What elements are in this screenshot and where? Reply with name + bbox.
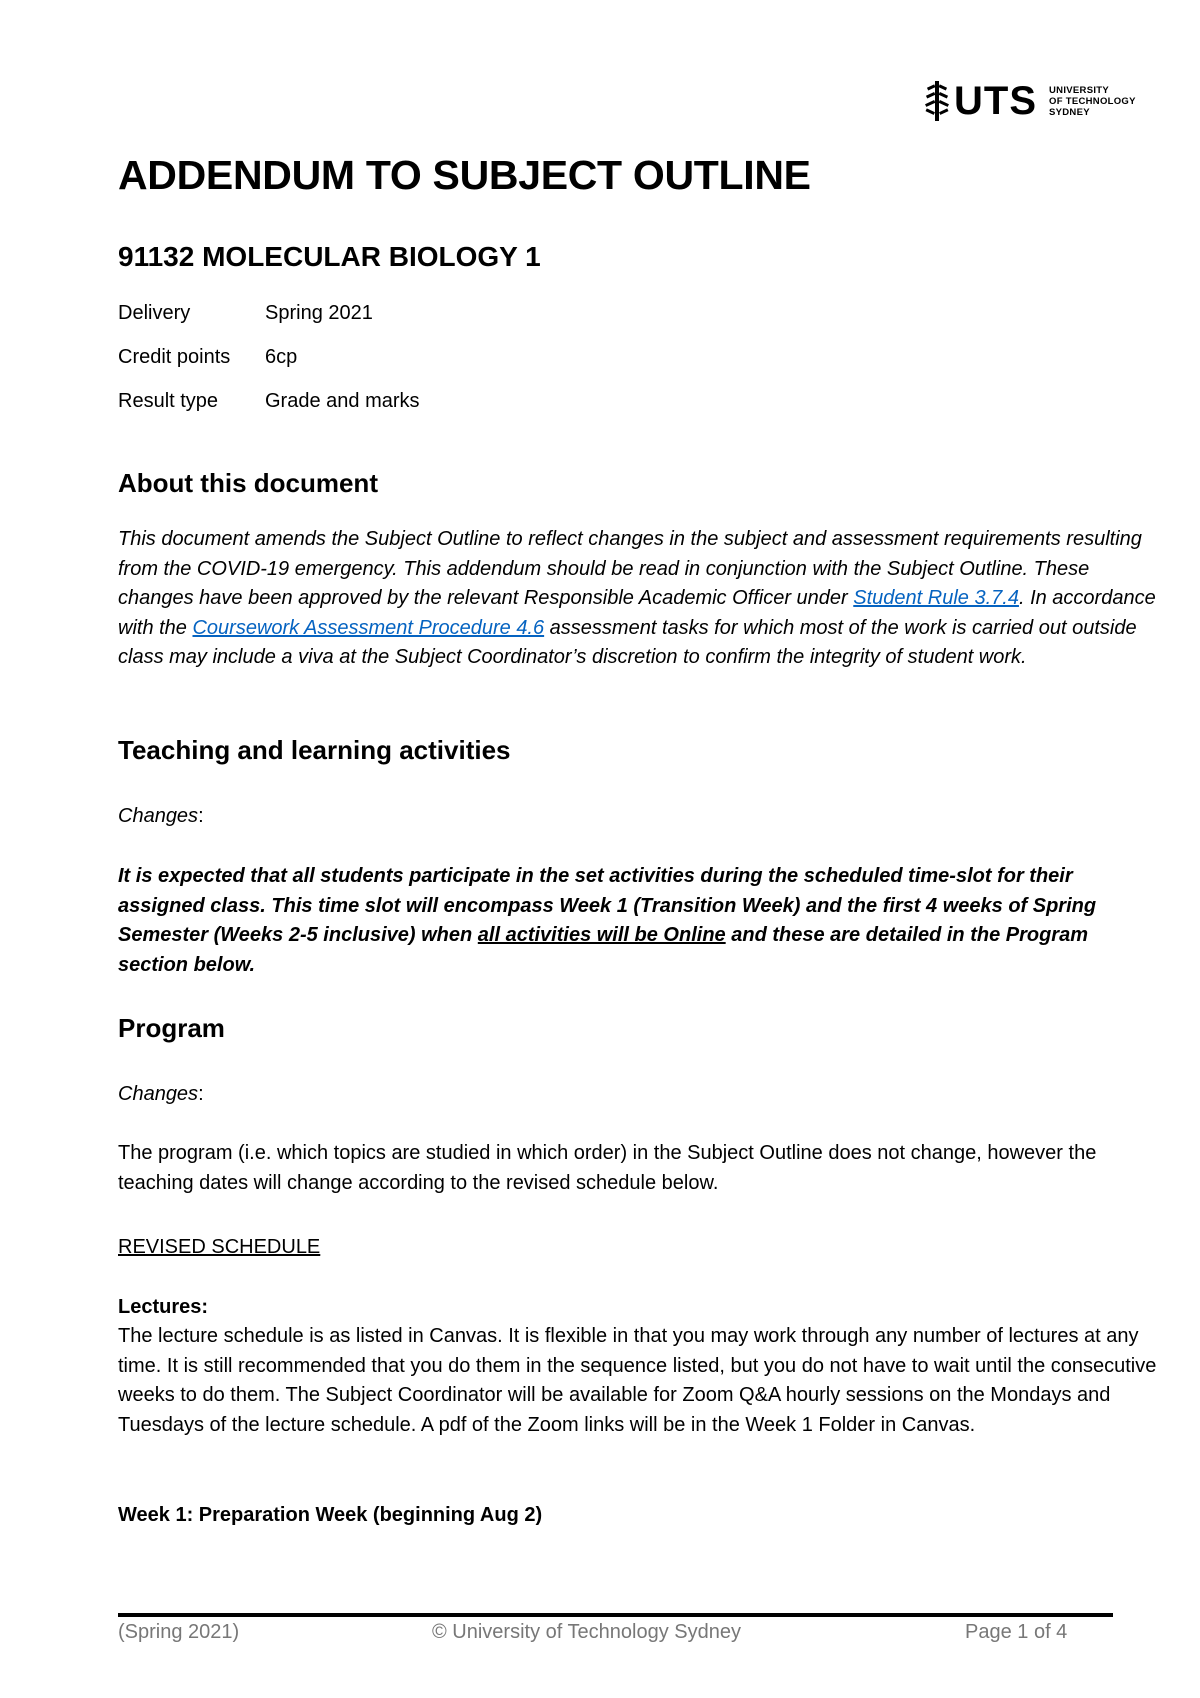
about-heading: About this document: [118, 468, 378, 498]
lectures-heading: Lectures:: [118, 1296, 209, 1318]
subject-title: 91132 MOLECULAR BIOLOGY 1: [118, 241, 541, 272]
teaching-paragraph: It is expected that all students participate in the set activities during the scheduled time-slot for their assigned class. This time slot will encompass Week 1 (Transition Week) and the first 4 weeks of Spring Semester (Weeks 2-5 inclusive) when all activities will be Online and these are detailed in the Program section below.: [118, 865, 1097, 976]
online-emphasis: all activities will be Online: [477, 924, 726, 946]
week1-heading: Week 1: Preparation Week (beginning Aug 2): [118, 1504, 543, 1526]
teaching-heading: Teaching and learning activities: [118, 735, 511, 765]
lectures-paragraph: The lecture schedule is as listed in Canvas. It is flexible in that you may work through any number of lectures at any time. It is still recommended that you do them in the sequence listed, but you do not have to wait until the consecutive weeks to do them. The Subject Coordinator will be available for Zoom Q&A hourly sessions on the Mondays and Tuesdays of the lecture schedule. A pdf of the Zoom links will be in the Week 1 Folder in Canvas.: [118, 1325, 1157, 1436]
program-paragraph: The program (i.e. which topics are studied in which order) in the Subject Outline does not change, however the teaching dates will change according to the revised schedule below.: [118, 1142, 1097, 1194]
meta-label: Result type: [118, 390, 219, 412]
document-title: ADDENDUM TO SUBJECT OUTLINE: [118, 152, 811, 198]
meta-label: Credit points: [118, 346, 231, 368]
meta-value: Spring 2021: [265, 302, 373, 324]
meta-row-delivery: [118, 302, 420, 346]
uts-logo: [924, 80, 1136, 122]
teaching-changes-label: Changes:: [118, 805, 204, 827]
subject-meta: [118, 302, 420, 434]
meta-value: Grade and marks: [265, 390, 420, 412]
footer-divider: [118, 1613, 1113, 1617]
program-heading: Program: [118, 1013, 225, 1043]
meta-label: Delivery: [118, 302, 191, 324]
student-rule-link[interactable]: Student Rule 3.7.4: [853, 587, 1019, 609]
logo-wordmark: UTS: [954, 79, 1037, 123]
meta-row-credit-points: [118, 346, 420, 390]
logo-university-name: UNIVERSITY OF TECHNOLOGY SYDNEY: [1049, 84, 1136, 118]
program-changes-label: Changes:: [118, 1083, 204, 1105]
footer-term: (Spring 2021): [118, 1621, 240, 1643]
uts-crest-icon: [924, 81, 950, 121]
footer-page-number: Page 1 of 4: [965, 1621, 1068, 1643]
footer-copyright: © University of Technology Sydney: [432, 1621, 741, 1643]
meta-value: 6cp: [265, 346, 298, 368]
revised-schedule-heading: REVISED SCHEDULE: [118, 1236, 321, 1258]
coursework-assessment-link[interactable]: Coursework Assessment Procedure 4.6: [192, 616, 545, 639]
meta-row-result-type: [118, 390, 420, 434]
about-paragraph: This document amends the Subject Outline to reflect changes in the subject and assessment requirements resulting from the COVID-19 emergency. This addendum should be read in conjunction with the Subject Outline. These changes have been approved by the relevant Responsible Academic Officer under Student Rule 3.7.4. In accordance with the Coursework Assessment Procedure 4.6 assessment tasks for which most of the work is carried out outside class may include a viva at the Subject Coordinator’s discretion to confirm the integrity of student work.: [118, 528, 1156, 668]
